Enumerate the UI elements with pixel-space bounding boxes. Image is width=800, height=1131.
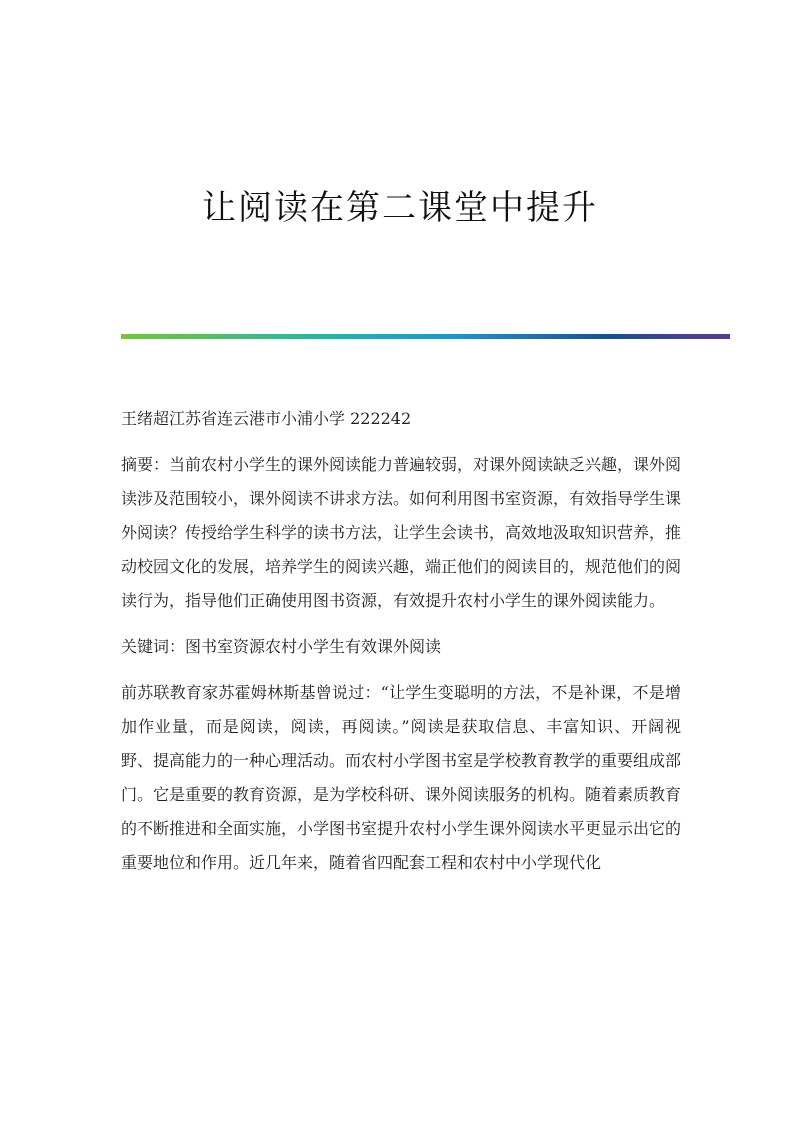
document-title: 让阅读在第二课堂中提升 [202,188,598,228]
gradient-divider [121,334,730,339]
author-affiliation: 王绪超江苏省连云港市小浦小学 222242 [121,409,412,428]
body-paragraph: 前苏联教育家苏霍姆林斯基曾说过：“让学生变聪明的方法，不是补课，不是增加作业量，而是阅读，阅读，再阅读。”阅读是获取信息、丰富知识、开阔视野、提高能力的一种心理活动。而农村小学图书室是学校教育教学的重要组成部门。它是重要的教育资源，是为学校科研、课外阅读服务的机构。随着素质教育的不断推进和全面实施，小学图书室提升农村小学生课外阅读水平更显示出它的重要地位和作用。近几年来，随着省四配套工程和农村中小学现代化 [121,683,682,872]
document-body [121,402,681,892]
keywords-line: 关键词：图书室资源农村小学生有效课外阅读 [121,637,442,656]
abstract-paragraph: 摘要：当前农村小学生的课外阅读能力普遍较弱，对课外阅读缺乏兴趣，课外阅读涉及范围较小，课外阅读不讲求方法。如何利用图书室资源，有效指导学生课外阅读？传授给学生科学的读书方法，让学生会读书，高效地汲取知识营养，推动校园文化的发展，培养学生的阅读兴趣，端正他们的阅读目的，规范他们的阅读行为，指导他们正确使用图书资源，有效提升农村小学生的课外阅读能力。 [121,455,682,610]
